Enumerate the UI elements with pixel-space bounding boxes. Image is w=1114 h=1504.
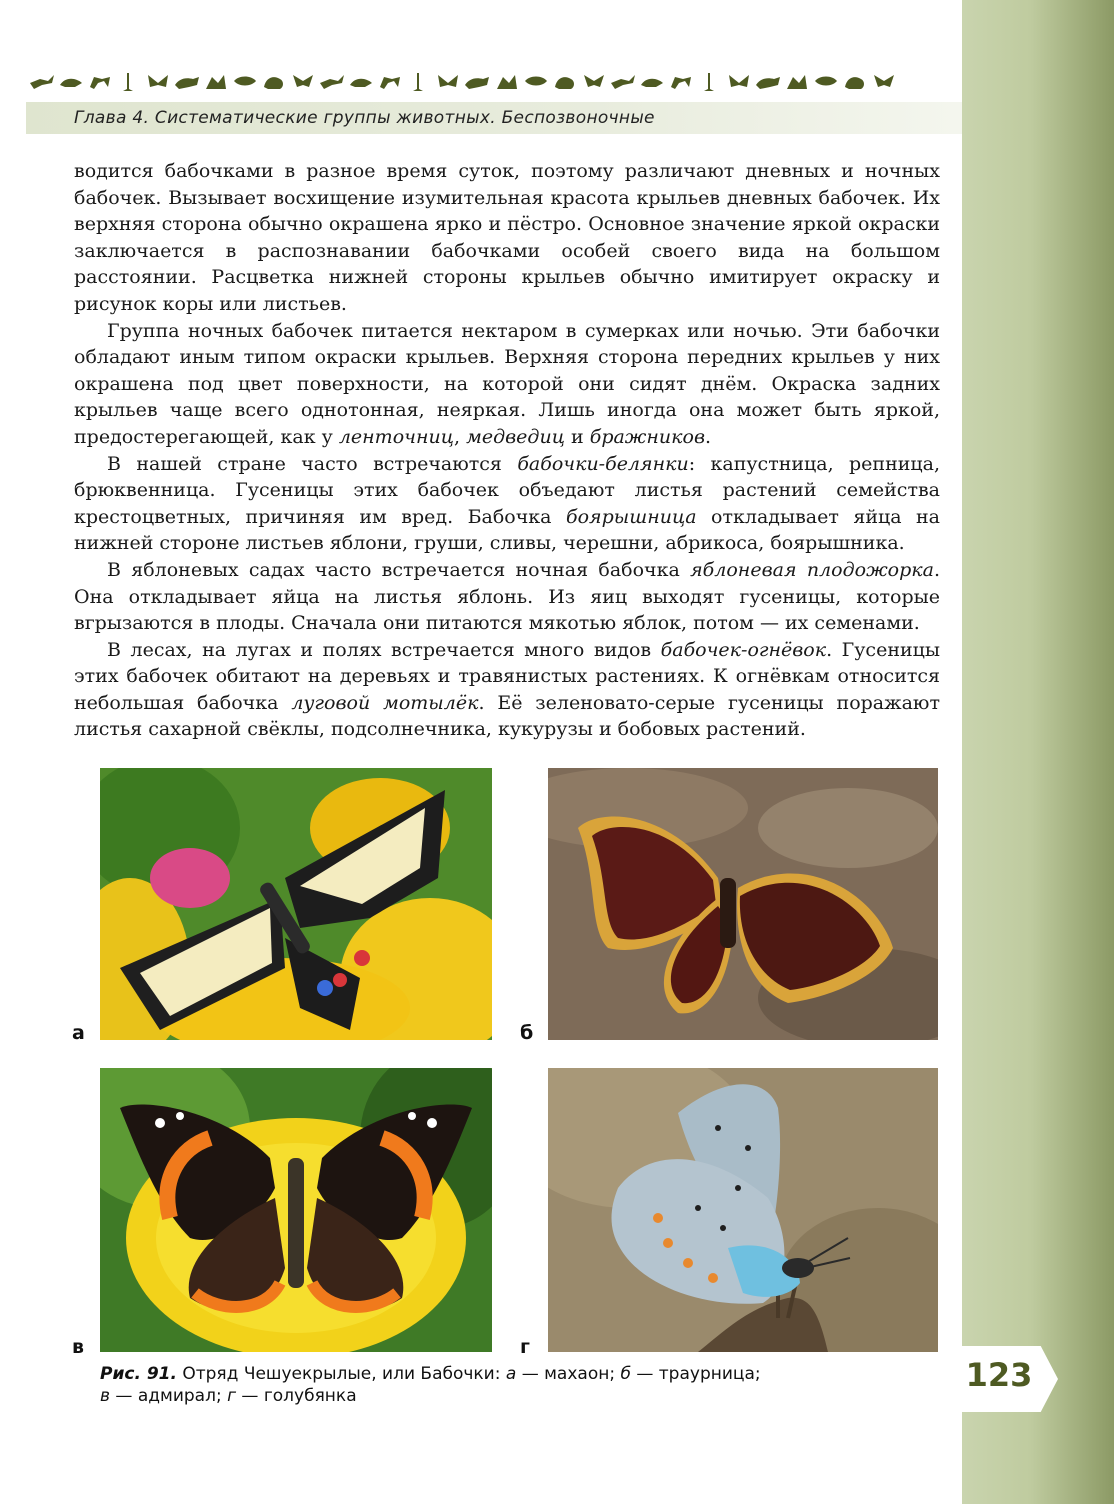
animal-silhouette-icon	[754, 69, 782, 93]
animal-silhouette-icon	[667, 69, 695, 93]
figure-label-v: в	[72, 1336, 85, 1358]
animal-silhouette-icon	[870, 69, 898, 93]
photo-admiral	[100, 1068, 492, 1352]
animal-silhouette-icon	[202, 69, 230, 93]
animal-silhouette-icon	[841, 69, 869, 93]
paragraph-1: водится бабочками в разное время суток, поэтому различают дневных и ночных бабочек. Вызывает восхищение изумительная красота крыльев дневных бабочек. Их верхняя сторона обычно окрашена ярко и пёстро. Основное значение яркой окраски заключается в распознавании бабочками особей своего вида на большом расстоянии. Расцветка нижней стороны крыльев обычно имитирует окраску и рисунок коры или листьев.	[74, 160, 940, 315]
figure-caption: Рис. 91. Отряд Чешуекрылые, или Бабочки: а — махаон; б — траурница; в — адмирал; г — голубянка	[100, 1364, 761, 1406]
animal-silhouette-icon	[115, 69, 143, 93]
animal-silhouette-icon	[173, 69, 201, 93]
side-decor-stripe	[962, 0, 1114, 1504]
chapter-title: Глава 4. Систематические группы животных. Беспозвоночные	[74, 108, 655, 128]
photo-traurnitsa	[548, 768, 938, 1040]
animal-silhouette-icon	[347, 69, 375, 93]
photo-golubyanka	[548, 1068, 938, 1352]
animal-silhouette-icon	[231, 69, 259, 93]
caption-figure-number: Рис. 91.	[100, 1364, 177, 1384]
figure-label-g: г	[520, 1336, 530, 1358]
animal-silhouette-icon	[783, 69, 811, 93]
animal-silhouette-icon	[434, 69, 462, 93]
animal-silhouette-icon	[812, 69, 840, 93]
animal-silhouette-icon	[405, 69, 433, 93]
animal-silhouette-strip	[28, 66, 898, 96]
animal-silhouette-icon	[580, 69, 608, 93]
animal-silhouette-icon	[696, 69, 724, 93]
paragraph-3: В нашей стране часто встречаются бабочки-белянки: капустница, репница, брюквенница. Гусеницы этих бабочек объедают листья растений семейства крестоцветных, причиняя им вред. Бабочка боярышница откладывает яйца на нижней стороне листьев яблони, груши, сливы, черешни, абрикоса, боярышника.	[74, 452, 940, 555]
page-number: 123	[965, 1356, 1033, 1394]
animal-silhouette-icon	[318, 69, 346, 93]
animal-silhouette-icon	[144, 69, 172, 93]
animal-silhouette-icon	[522, 69, 550, 93]
animal-silhouette-icon	[463, 69, 491, 93]
animal-silhouette-icon	[289, 69, 317, 93]
animal-silhouette-icon	[551, 69, 579, 93]
paragraph-4: В яблоневых садах часто встречается ночная бабочка яблоневая плодожорка. Она откладывает яйца на листья яблонь. Из яиц выходят гусеницы, которые вгрызаются в плоды. Сначала они питаются мякотью яблок, потом — их семенами.	[74, 558, 940, 635]
photo-machaon	[100, 768, 492, 1040]
animal-silhouette-icon	[86, 69, 114, 93]
animal-silhouette-icon	[260, 69, 288, 93]
figure-label-a: а	[72, 1022, 85, 1044]
animal-silhouette-icon	[638, 69, 666, 93]
body-text	[74, 158, 940, 743]
paragraph-5: В лесах, на лугах и полях встречается много видов бабочек-огнёвок. Гусеницы этих бабочек обитают на деревьях и травянистых растениях. К огнёвкам относится небольшая бабочка луговой мотылёк. Её зеленовато-серые гусеницы поражают листья сахарной свёклы, подсолнечника, кукурузы и бобовых растений.	[74, 638, 940, 741]
animal-silhouette-icon	[28, 69, 56, 93]
animal-silhouette-icon	[725, 69, 753, 93]
animal-silhouette-icon	[493, 69, 521, 93]
animal-silhouette-icon	[57, 69, 85, 93]
animal-silhouette-icon	[609, 69, 637, 93]
animal-silhouette-icon	[376, 69, 404, 93]
figure-label-b: б	[520, 1022, 534, 1044]
paragraph-2: Группа ночных бабочек питается нектаром в сумерках или ночью. Эти бабочки обладают иным типом окраски крыльев. Верхняя сторона передних крыльев у них окрашена под цвет поверхности, на которой они сидят днём. Окраска задних крыльев чаще всего однотонная, неяркая. Лишь иногда она может быть яркой, предостерегающей, как у ленточниц, медведиц и бражников.	[74, 319, 940, 448]
